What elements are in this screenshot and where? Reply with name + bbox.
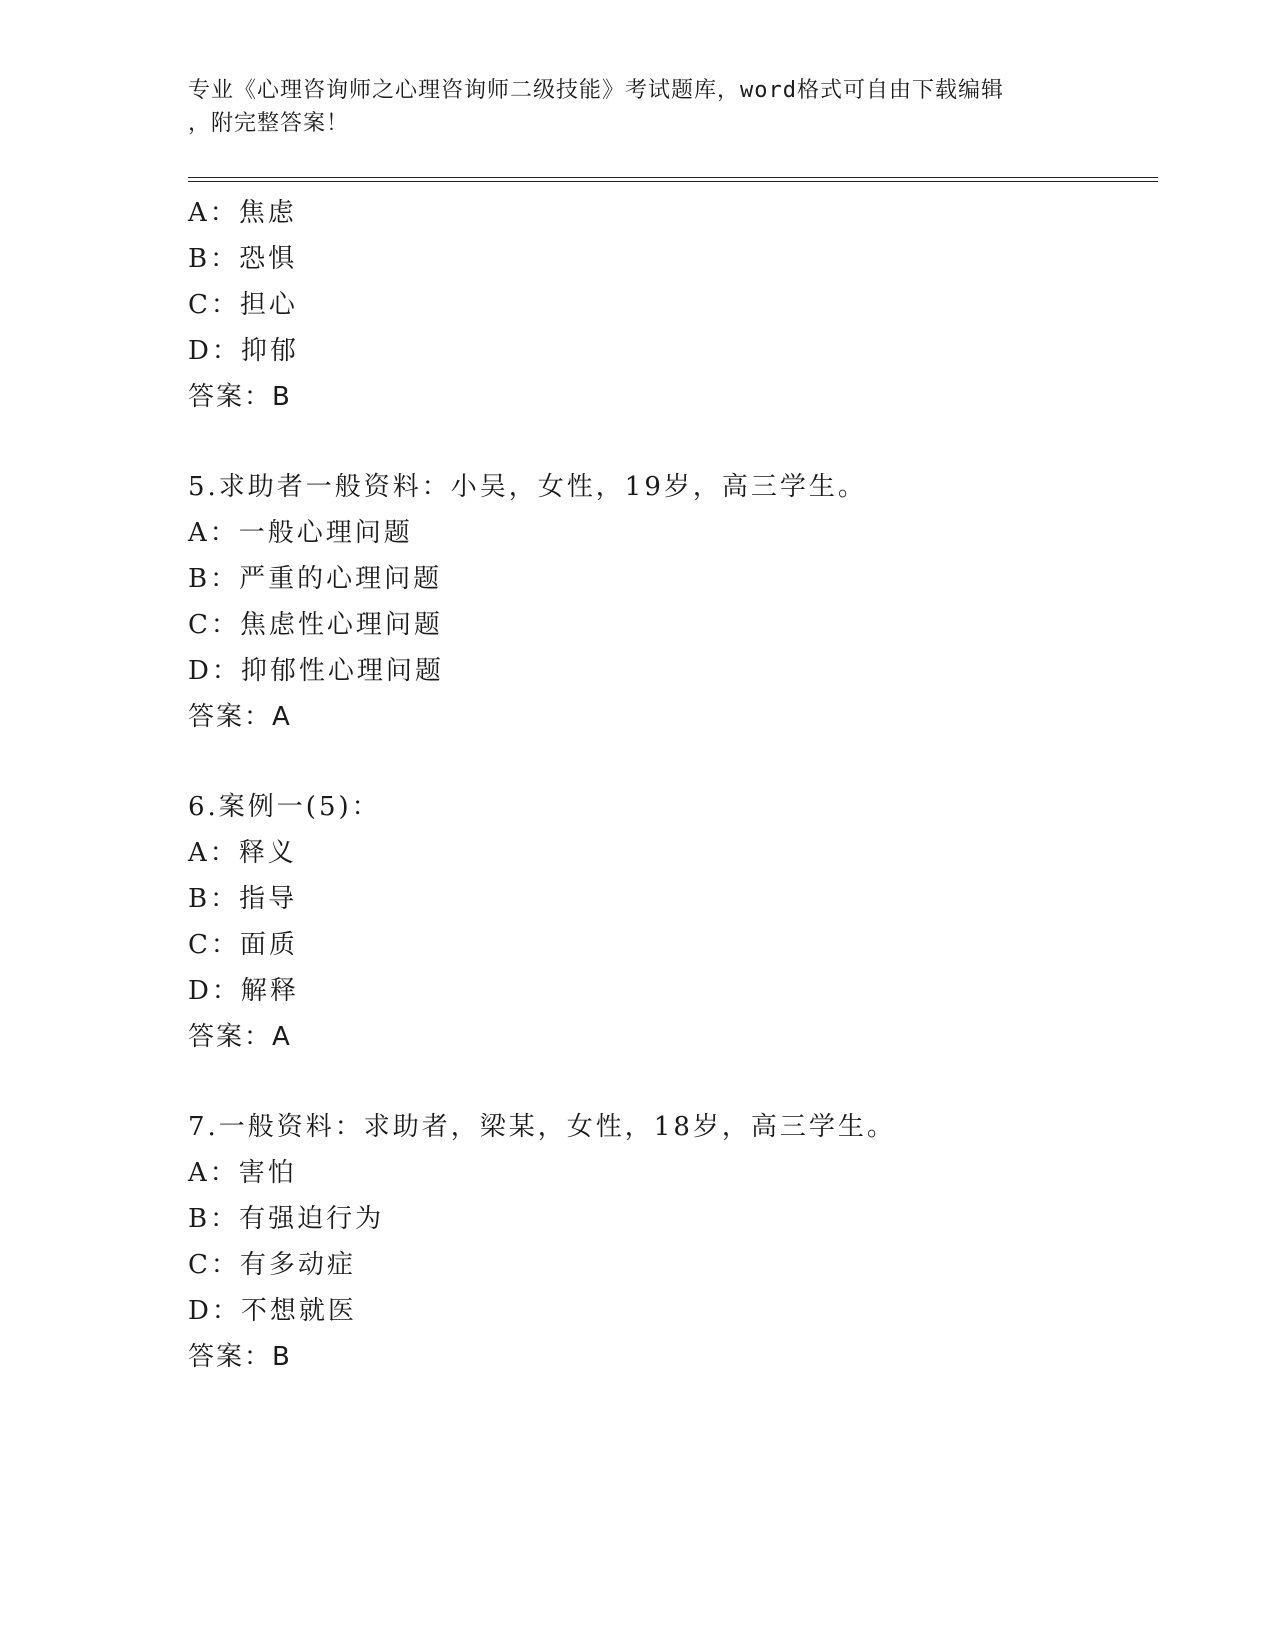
option-a: A：害怕 bbox=[188, 1158, 297, 1188]
option-b: B：严重的心理问题 bbox=[188, 564, 443, 594]
document-header bbox=[188, 74, 1078, 140]
spacer bbox=[188, 1060, 1148, 1104]
answer-line: 答案：A bbox=[188, 702, 292, 732]
header-line-1: 专业《心理咨询师之心理咨询师二级技能》考试题库，word格式可自由下载编辑 bbox=[188, 78, 1004, 103]
answer-line: 答案：B bbox=[188, 382, 292, 412]
option-b: B：有强迫行为 bbox=[188, 1204, 385, 1234]
answer-line: 答案：B bbox=[188, 1342, 292, 1372]
option-b: B：恐惧 bbox=[188, 244, 298, 274]
header-rule-top bbox=[188, 177, 1158, 178]
question-6 bbox=[188, 784, 1148, 1060]
option-a: A：焦虑 bbox=[188, 198, 297, 228]
question-7 bbox=[188, 1104, 1148, 1380]
question-5 bbox=[188, 464, 1148, 740]
question-stem: 7.一般资料：求助者，梁某，女性，18岁，高三学生。 bbox=[188, 1112, 896, 1142]
spacer bbox=[188, 740, 1148, 784]
option-b: B：指导 bbox=[188, 884, 298, 914]
option-c: C：有多动症 bbox=[188, 1250, 356, 1280]
option-c: C：面质 bbox=[188, 930, 298, 960]
question-list bbox=[188, 190, 1148, 1380]
option-c: C：担心 bbox=[188, 290, 298, 320]
option-a: A：一般心理问题 bbox=[188, 518, 413, 548]
answer-line: 答案：A bbox=[188, 1022, 292, 1052]
option-c: C：焦虑性心理问题 bbox=[188, 610, 443, 640]
option-d: D：抑郁 bbox=[188, 336, 299, 366]
question-stem: 6.案例一(5)： bbox=[188, 792, 381, 822]
option-a: A：释义 bbox=[188, 838, 297, 868]
option-d: D：不想就医 bbox=[188, 1296, 357, 1326]
spacer bbox=[188, 420, 1148, 464]
option-d: D：抑郁性心理问题 bbox=[188, 656, 444, 686]
question-stem: 5.求助者一般资料：小吴，女性，19岁，高三学生。 bbox=[188, 472, 867, 502]
header-rule-bottom bbox=[188, 181, 1158, 182]
option-d: D：解释 bbox=[188, 976, 299, 1006]
question-4-partial bbox=[188, 190, 1148, 420]
header-line-2: ，附完整答案！ bbox=[188, 111, 350, 136]
